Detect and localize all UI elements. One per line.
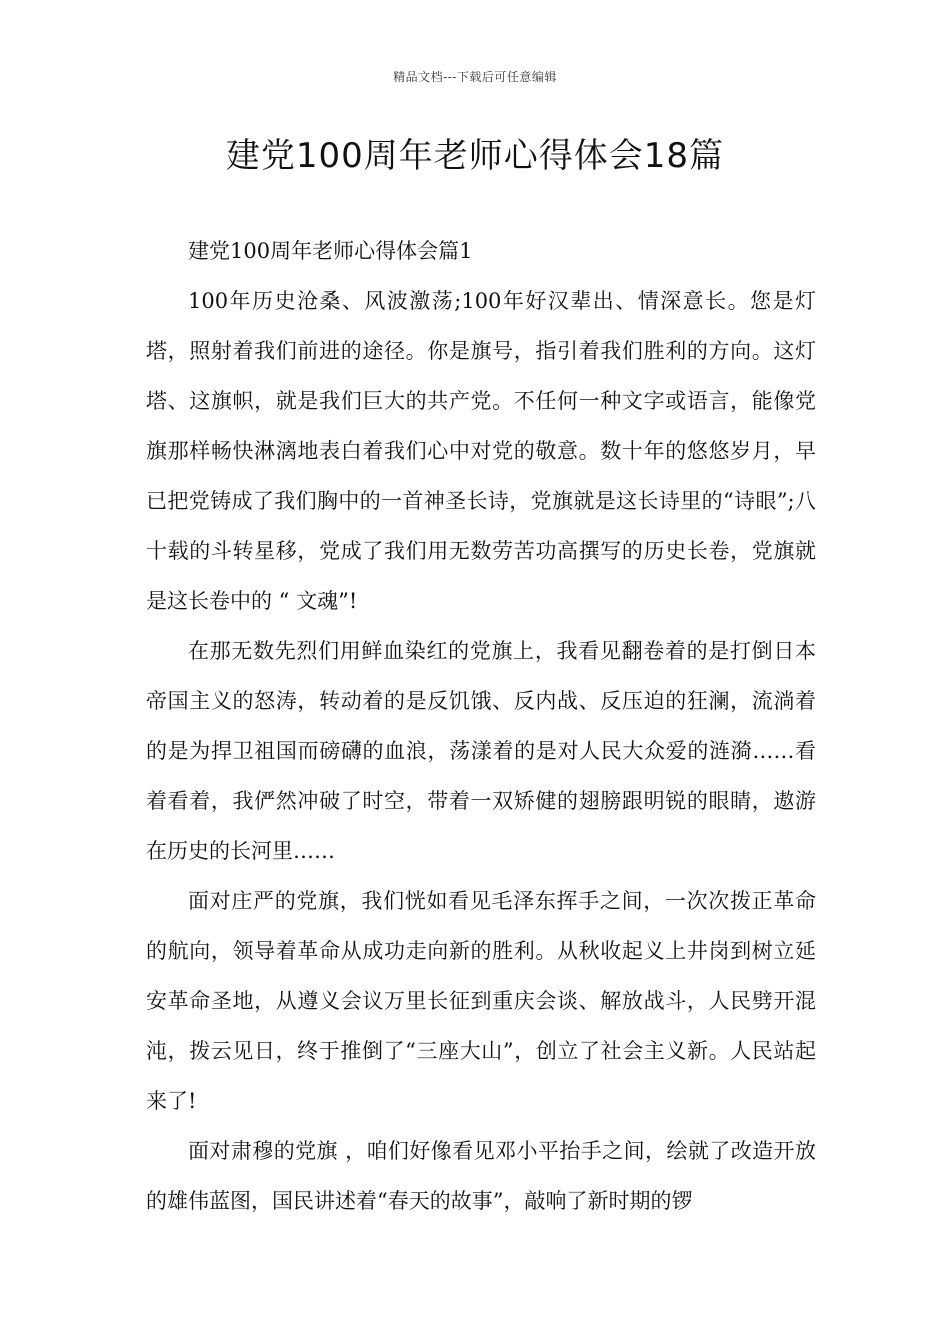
paragraph-3: 面对庄严的党旗，我们恍如看见毛泽东挥手之间，一次次拨正革命的航向，领导着革命从成功走向新的胜利。从秋收起义上井岗到树立延安革命圣地，从遵义会议万里长征到重庆会谈、解放战斗，人民劈开混沌，拨云见日，终于推倒了“三座大山”，创立了社会主义新。人民站起来了!: [146, 889, 816, 1113]
paragraph-1: 100年历史沧桑、风波激荡;100年好汉辈出、情深意长。您是灯塔，照射着我们前进的途径。你是旗号，指引着我们胜利的方向。这灯塔、这旗帜，就是我们巨大的共产党。不任何一种文字或语言，能像党旗那样畅快淋漓地表白着我们心中对党的敬意。数十年的悠悠岁月，早已把党铸成了我们胸中的一首神圣长诗，党旗就是这长诗里的“诗眼”;八十载的斗转星移，党成了我们用无数劳苦功高撰写的历史长卷，党旗就是这长卷中的 “ 文魂”!: [146, 289, 816, 613]
paragraph-2: 在那无数先烈们用鲜血染红的党旗上，我看见翻卷着的是打倒日本帝国主义的怒涛，转动着的是反饥饿、反内战、反压迫的狂澜，流淌着的是为捍卫祖国而磅礴的血浪，荡漾着的是对人民大众爱的涟漪……看着看着，我俨然冲破了时空，带着一双矫健的翅膀跟明锐的眼睛，遨游在历史的长河里……: [146, 639, 816, 863]
document-title: 建党100周年老师心得体会18篇: [225, 136, 725, 176]
section-heading: 建党100周年老师心得体会篇1: [188, 239, 473, 263]
paragraph-4: 面对肃穆的党旗 ，咱们好像看见邓小平抬手之间，绘就了改造开放的雄伟蓝图，国民讲述着“春天的故事”，敲响了新时期的锣: [146, 1139, 816, 1213]
document-body: [146, 226, 816, 1226]
header-note: 精品文档---下载后可任意编辑: [393, 70, 557, 84]
